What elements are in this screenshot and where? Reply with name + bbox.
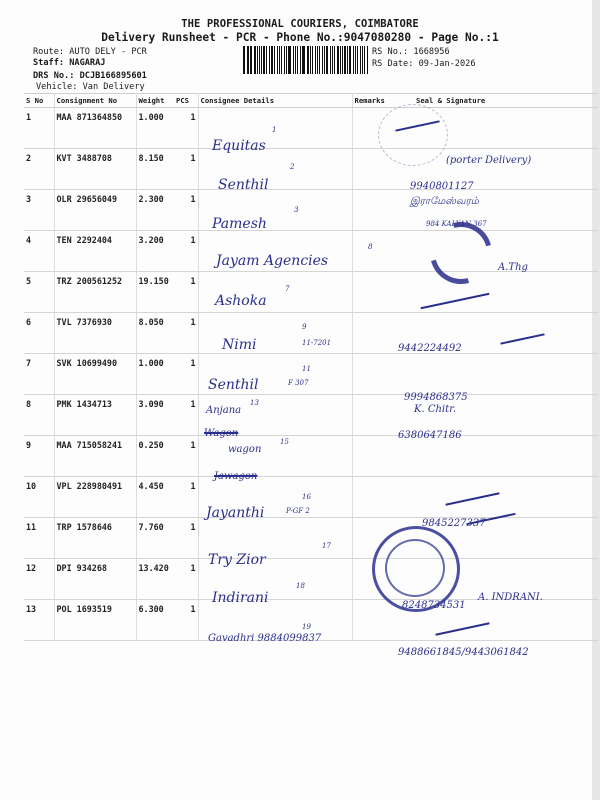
cell-consignment: MAA 715058241 [54,436,136,477]
cell-sno: 10 [24,477,54,518]
vehicle-line [36,81,145,93]
barcode-bar [340,46,341,74]
col-header-consignment: Consignment No [54,94,136,108]
consignee-handwriting: Senthil [218,177,269,193]
cell-consignment: MAA 871364850 [54,108,136,149]
barcode-bar [302,46,303,74]
remark-handwriting: 9488661845/9443061842 [398,647,529,658]
cell-seal [388,231,598,272]
barcode-bar [332,46,333,74]
cell-weight: 19.150 [136,272,174,313]
barcode-bar [277,46,278,74]
consignee-sequence-mark: 18 [296,582,305,590]
rs-no-line [372,46,476,58]
cell-weight: 1.000 [136,354,174,395]
barcode-bar [357,46,359,74]
consignee-note: F 307 [288,379,309,387]
consignee-handwriting: Senthil [208,377,259,393]
vehicle-value: Van Delivery [82,82,145,92]
col-header-seal: Seal & Signature [388,94,598,108]
consignee-sequence-mark: 19 [302,623,311,631]
consignee-handwriting: Jawagon [214,471,258,482]
cell-consignment: TVL 7376930 [54,313,136,354]
cell-remarks [352,600,388,641]
table-row [24,395,598,436]
cell-pcs: 1 [174,354,198,395]
barcode-bar [344,46,346,74]
barcode-bar [355,46,356,74]
cell-sno: 7 [24,354,54,395]
cell-consignment: KVT 3488708 [54,149,136,190]
barcode-bar [364,46,366,74]
barcode-bar [266,46,268,74]
cell-consignment: TRP 1578646 [54,518,136,559]
cell-pcs: 1 [174,436,198,477]
col-header-remarks: Remarks [352,94,388,108]
barcode-bar [315,46,317,74]
barcode-bar [247,46,248,74]
consignee-sequence-mark: 8 [368,243,373,251]
barcode-bar [312,46,313,74]
cell-weight: 3.090 [136,395,174,436]
table-row [24,272,598,313]
cell-remarks [352,190,388,231]
barcode-bar [295,46,297,74]
barcode [243,46,369,74]
barcode-bar [349,46,351,74]
consignee-handwriting: Nimi [222,337,257,353]
cell-consignment: TEN 2292404 [54,231,136,272]
cell-sno: 5 [24,272,54,313]
cell-consignment: OLR 29656049 [54,190,136,231]
cell-consignment: PMK 1434713 [54,395,136,436]
rs-date-value: 09-Jan-2026 [418,59,476,69]
barcode-bar [324,46,325,74]
cell-consignment: DPI 934268 [54,559,136,600]
barcode-bar [263,46,265,74]
col-header-consignee: Consignee Details [198,94,352,108]
remark-handwriting: 9940801127 [410,181,474,192]
cell-sno: 4 [24,231,54,272]
col-header-weight: Weight [136,94,174,108]
consignee-handwriting: Wagon [204,428,239,439]
cell-weight: 7.760 [136,518,174,559]
consignee-sequence-mark: 16 [302,493,311,501]
cell-sno: 3 [24,190,54,231]
barcode-bar [317,46,318,74]
table-row [24,518,598,559]
cell-weight: 6.300 [136,600,174,641]
cell-sno: 1 [24,108,54,149]
barcode-bar [326,46,328,74]
consignee-note: P-GF 2 [286,507,310,515]
rs-info [372,46,476,70]
consignee-sequence-mark: 15 [280,438,289,446]
remark-handwriting: இராமேஸ்வரம் [410,196,479,207]
barcode-bar [310,46,311,74]
barcode-bar [297,46,298,74]
drs-label: DRS No.: [33,71,75,81]
route-label: Route: [33,47,65,57]
cell-pcs: 1 [174,272,198,313]
cell-sno: 6 [24,313,54,354]
barcode-bar [330,46,331,74]
barcode-bar [303,46,305,74]
cell-remarks [352,354,388,395]
cell-weight: 3.200 [136,231,174,272]
remark-handwriting: 9442224492 [398,343,462,354]
cell-sno: 12 [24,559,54,600]
consignee-sequence-mark: 3 [294,206,299,214]
cell-pcs: 1 [174,231,198,272]
cell-pcs: 1 [174,477,198,518]
remark-handwriting: A.Thg [498,262,528,273]
cell-weight: 8.050 [136,313,174,354]
cell-sno: 8 [24,395,54,436]
company-title: THE PROFESSIONAL COURIERS, COIMBATORE [181,18,419,30]
remark-handwriting: 6380647186 [398,430,462,441]
cell-remarks [352,149,388,190]
cell-sno: 9 [24,436,54,477]
consignee-handwriting: Ashoka [215,293,267,309]
rs-date-label: RS Date: [372,59,414,69]
barcode-bar [261,46,262,74]
cell-sno: 13 [24,600,54,641]
cell-pcs: 1 [174,395,198,436]
table-row [24,477,598,518]
cell-pcs: 1 [174,190,198,231]
cell-seal [388,436,598,477]
cell-pcs: 1 [174,313,198,354]
remark-handwriting: A. INDRANI. [478,592,543,603]
consignee-sequence-mark: 1 [272,126,277,134]
barcode-bar [269,46,270,74]
table-row [24,436,598,477]
cell-weight: 1.000 [136,108,174,149]
consignee-handwriting: wagon [228,444,262,455]
vehicle-label: Vehicle: [36,82,78,92]
barcode-bar [271,46,273,74]
drs-value: DCJB166895601 [79,71,147,81]
barcode-bar [300,46,301,74]
remark-handwriting: 984 KALYAN 367 [426,220,487,228]
remark-handwriting: K. Chitr. [414,404,456,415]
cell-remarks [352,395,388,436]
cell-consignment: TRZ 200561252 [54,272,136,313]
barcode-bar [353,46,354,74]
company-seal-stamp [372,526,460,612]
table-row [24,354,598,395]
faint-seal-stamp [378,104,448,166]
remark-handwriting: (porter Delivery) [446,155,532,166]
cell-sno: 2 [24,149,54,190]
barcode-bar [286,46,288,74]
barcode-bar [367,46,368,74]
barcode-bar [248,46,249,74]
cell-weight: 2.300 [136,190,174,231]
cell-seal [388,477,598,518]
col-header-sno: S No [24,94,54,108]
cell-pcs: 1 [174,108,198,149]
cell-weight: 13.420 [136,559,174,600]
remark-handwriting: 8248734531 [402,600,466,611]
cell-sno: 11 [24,518,54,559]
consignee-handwriting: Try Zior [208,552,266,568]
cell-weight: 0.250 [136,436,174,477]
table-row [24,108,598,149]
cell-remarks [352,436,388,477]
barcode-bar [293,46,294,74]
consignee-handwriting: Indirani [212,590,269,606]
cell-pcs: 1 [174,559,198,600]
table-header-row [24,94,598,108]
barcode-bar [307,46,309,74]
company-seal-inner-ring [385,539,445,597]
table-row [24,313,598,354]
barcode-bar [288,46,290,74]
cell-weight: 4.450 [136,477,174,518]
staff-value: NAGARAJ [69,58,106,68]
barcode-bar [334,46,336,74]
barcode-bar [284,46,285,74]
consignee-sequence-mark: 9 [302,323,307,331]
barcode-bar [257,46,258,74]
col-header-pcs: PCS [174,94,198,108]
barcode-bar [362,46,363,74]
cell-pcs: 1 [174,149,198,190]
cell-consignment: SVK 10699490 [54,354,136,395]
consignee-handwriting: Anjana [206,405,242,416]
remark-handwriting: 9845227337 [422,518,486,529]
barcode-bar [250,46,252,74]
consignee-handwriting: Jayanthi [206,505,265,521]
runsheet-subtitle: Delivery Runsheet - PCR - Phone No.:9047080280 - Page No.:1 [101,31,499,44]
staff-label: Staff: [33,58,65,68]
barcode-bar [281,46,282,74]
cell-seal [388,354,598,395]
cell-remarks [352,477,388,518]
barcode-bar [322,46,324,74]
runsheet-table [24,93,598,641]
consignee-sequence-mark: 11 [302,365,311,373]
table-row [24,190,598,231]
consignee-sequence-mark: 13 [250,399,259,407]
barcode-bar [274,46,275,74]
cell-remarks [352,231,388,272]
barcode-bar [259,46,260,74]
cell-consignment: VPL 228980491 [54,477,136,518]
consignee-handwriting: Equitas [212,138,266,154]
staff-line [33,57,105,69]
consignee-handwriting: Jayam Agencies [216,253,329,269]
cell-weight: 8.150 [136,149,174,190]
rs-date-line [372,58,476,70]
barcode-bar [243,46,245,74]
cell-consignment: POL 1693519 [54,600,136,641]
consignee-handwriting: Gavadhri 9884099837 [208,633,322,644]
barcode-bar [360,46,361,74]
rs-no-value: 1668956 [413,47,450,57]
consignee-sequence-mark: 2 [290,163,295,171]
consignee-note: 11-7201 [302,339,332,347]
cell-pcs: 1 [174,600,198,641]
cell-pcs: 1 [174,518,198,559]
cell-remarks [352,313,388,354]
barcode-bar [347,46,348,74]
barcode-bar [279,46,281,74]
consignee-handwriting: Pamesh [212,216,267,232]
consignee-sequence-mark: 17 [322,542,331,550]
barcode-bar [337,46,339,74]
cell-remarks [352,272,388,313]
barcode-bar [319,46,320,74]
barcode-bar [342,46,343,74]
consignee-sequence-mark: 7 [285,285,290,293]
rs-no-label: RS No.: [372,47,409,57]
barcode-bar [254,46,256,74]
route-value: AUTO DELY - PCR [69,47,147,57]
remark-handwriting: 9994868375 [404,392,468,403]
